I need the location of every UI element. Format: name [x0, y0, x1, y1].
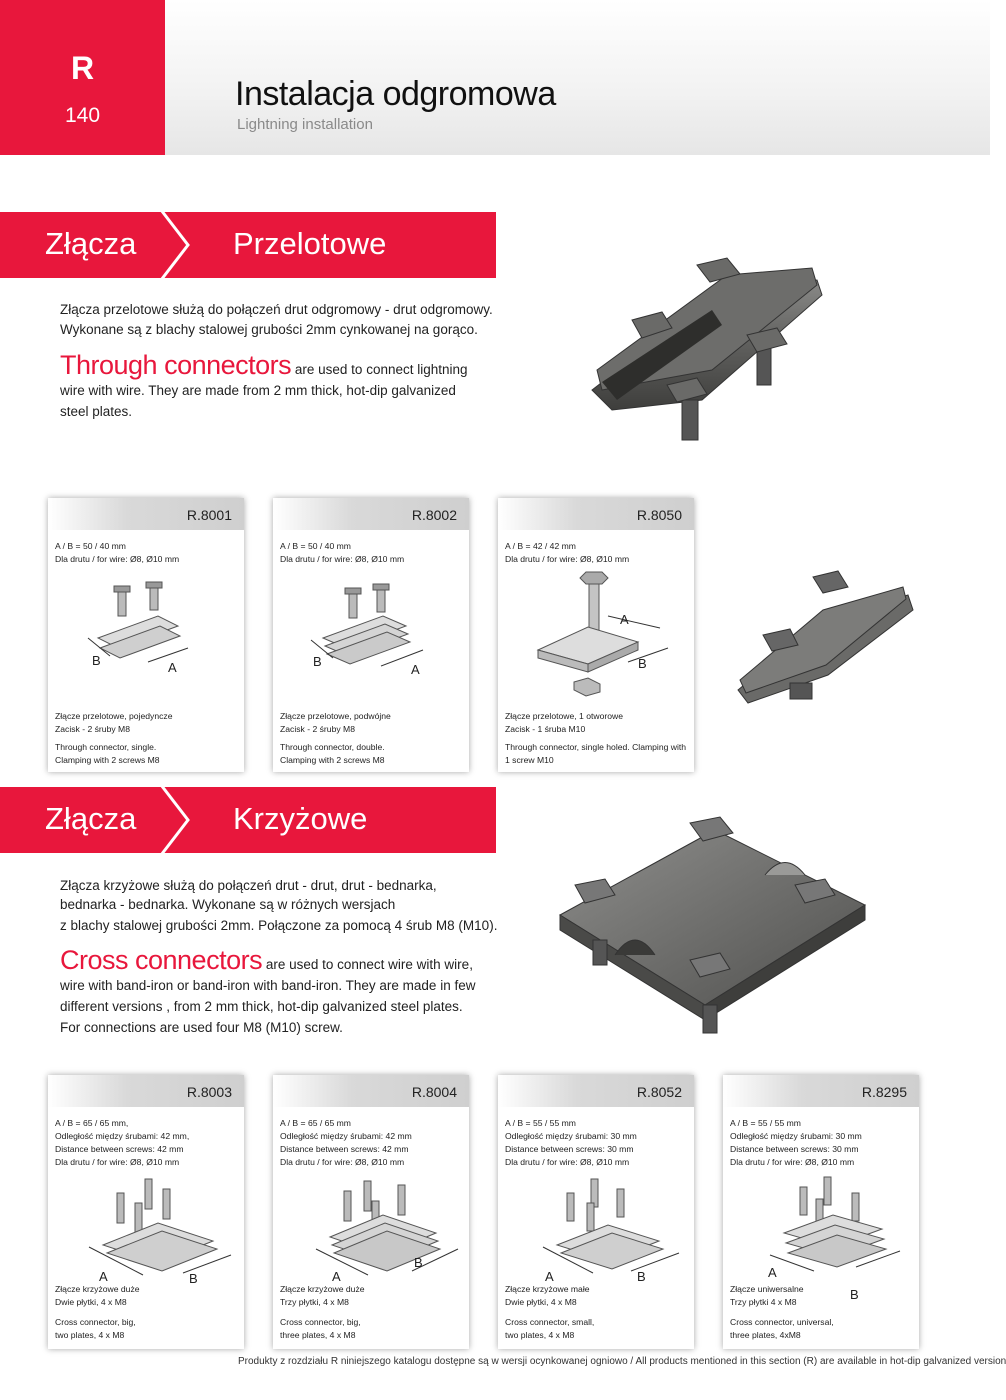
through-connector-photo — [572, 250, 842, 460]
desc-line: Zacisk - 2 śruby M8 — [280, 724, 355, 734]
footer-note: Produkty z rozdziału R niniejszego katalogu dostępne są w wersji ocynkowanej ogniowo / All products mentioned in this section (R) are available in hot-dip galvanized version — [238, 1356, 1006, 1367]
section-letter: R — [70, 50, 95, 86]
desc-line: three plates, 4xM8 — [730, 1330, 801, 1340]
desc-line: Zacisk - 1 śruba M10 — [505, 724, 586, 734]
product-card-r8004[interactable] — [273, 1075, 469, 1349]
product-card-r8052[interactable] — [498, 1075, 694, 1349]
dim-label-b: B — [189, 1271, 198, 1286]
dim-label-a: A — [168, 660, 177, 675]
spec-line: A / B = 55 / 55 mm — [505, 1118, 576, 1128]
product-specs — [505, 540, 691, 566]
product-specs — [280, 1117, 466, 1169]
technical-drawing — [308, 1175, 458, 1283]
desc-line: Dwie płytki, 4 x M8 — [55, 1297, 127, 1307]
section-band-cross — [0, 787, 496, 853]
section-label-left: Złącza — [45, 226, 137, 261]
dim-label-a: A — [620, 612, 629, 627]
product-code: R.8052 — [636, 1084, 682, 1100]
dim-label-a: A — [411, 662, 420, 677]
dim-label-b: B — [414, 1255, 423, 1270]
desc-line: Trzy płytki 4 x M8 — [730, 1297, 797, 1307]
product-desc-pl — [55, 1283, 241, 1309]
spec-line: Dla drutu / for wire: Ø8, Ø10 mm — [505, 1157, 630, 1167]
spec-line: A / B = 65 / 65 mm — [280, 1118, 351, 1128]
dim-label-a: A — [545, 1269, 554, 1284]
section1-en-highlight: Through connectors — [60, 350, 292, 380]
spec-line: A / B = 42 / 42 mm — [505, 541, 576, 551]
section-label-right: Przelotowe — [233, 226, 387, 261]
product-desc-pl — [505, 1283, 691, 1309]
dim-label-b: B — [637, 1269, 646, 1284]
spec-line: Dla drutu / for wire: Ø8, Ø10 mm — [505, 554, 630, 564]
technical-drawing — [88, 586, 218, 676]
dim-label-b: B — [92, 653, 101, 668]
desc-line: Dwie płytki, 4 x M8 — [505, 1297, 577, 1307]
desc-line: Złącze przelotowe, 1 otworowe — [505, 711, 623, 721]
desc-line: Through connector, single. — [55, 742, 157, 752]
product-desc-pl — [505, 710, 691, 736]
section1-en-text — [60, 350, 480, 422]
spec-line: Distance between screws: 42 mm — [55, 1144, 184, 1154]
desc-line: 1 screw M10 — [505, 755, 554, 765]
spec-line: A / B = 55 / 55 mm — [730, 1118, 801, 1128]
chevron-right-icon — [150, 204, 200, 286]
product-desc-en — [730, 1316, 916, 1342]
dim-label-a: A — [332, 1269, 341, 1284]
spec-line: Distance between screws: 30 mm — [730, 1144, 859, 1154]
spec-line: A / B = 50 / 40 mm — [55, 541, 126, 551]
page-number: 140 — [64, 104, 101, 127]
spec-line: Odległość między śrubami: 30 mm — [730, 1131, 862, 1141]
desc-line: Złącze krzyżowe małe — [505, 1284, 590, 1294]
desc-line: Złącze krzyżowe duże — [55, 1284, 140, 1294]
product-code: R.8050 — [636, 507, 682, 523]
desc-line: Złącze przelotowe, podwójne — [280, 711, 391, 721]
product-specs — [55, 540, 241, 566]
spec-line: Dla drutu / for wire: Ø8, Ø10 mm — [280, 1157, 405, 1167]
desc-line: Trzy płytki, 4 x M8 — [280, 1297, 349, 1307]
desc-line: Zacisk - 2 śruby M8 — [55, 724, 130, 734]
section2-pl-line3: z blachy stalowej grubości 2mm. Połączone za pomocą 4 śrub M8 (M10). — [60, 918, 498, 933]
product-desc-pl — [730, 1283, 916, 1309]
section1-en-rest: are used to connect lightning wire with wire. They are made from 2 mm thick, hot-dip galvanized steel plates. — [60, 362, 468, 419]
product-desc-en — [55, 741, 241, 767]
product-specs — [505, 1117, 691, 1169]
product-code: R.8001 — [186, 507, 232, 523]
dim-label-a: A — [768, 1265, 777, 1280]
product-desc-pl — [55, 710, 241, 736]
product-specs — [55, 1117, 241, 1169]
section2-pl-line1: Złącza krzyżowe służą do połączeń drut - drut, drut - bednarka, — [60, 878, 437, 893]
desc-line: Cross connector, universal, — [730, 1317, 834, 1327]
desc-line: three plates, 4 x M8 — [280, 1330, 356, 1340]
desc-line: Clamping with 2 screws M8 — [55, 755, 160, 765]
spec-line: Dla drutu / for wire: Ø8, Ø10 mm — [55, 554, 180, 564]
section-band-through — [0, 212, 496, 278]
product-specs — [730, 1117, 916, 1169]
section-label-right: Krzyżowe — [233, 801, 368, 836]
dim-label-b: B — [313, 654, 322, 669]
spec-line: Dla drutu / for wire: Ø8, Ø10 mm — [730, 1157, 855, 1167]
dim-label-b: B — [850, 1287, 859, 1302]
section1-pl-line2: Wykonane są z blachy stalowej grubości 2mm cynkowanej na gorąco. — [60, 322, 478, 337]
dim-label-b: B — [638, 656, 647, 671]
product-code: R.8002 — [411, 507, 457, 523]
product-code: R.8003 — [186, 1084, 232, 1100]
product-card-r8295[interactable] — [723, 1075, 919, 1349]
spec-line: Distance between screws: 30 mm — [505, 1144, 634, 1154]
desc-line: Złącze uniwersalne — [730, 1284, 804, 1294]
product-card-r8003[interactable] — [48, 1075, 244, 1349]
product-card-r8050[interactable] — [498, 498, 694, 772]
product-desc-pl — [280, 1283, 466, 1309]
spec-line: Dla drutu / for wire: Ø8, Ø10 mm — [55, 1157, 180, 1167]
product-desc-en — [55, 1316, 241, 1342]
section2-en-text — [60, 945, 485, 1038]
dim-label-a: A — [99, 1269, 108, 1284]
section2-en-rest: are used to connect wire with wire, wire with band-iron or band-iron with band-iron. They are made in few different versions , from 2 mm thick, hot-dip galvanized steel plates. For connections are used four M8 (M10) screw. — [60, 957, 476, 1035]
desc-line: Cross connector, small, — [505, 1317, 595, 1327]
section-label-left: Złącza — [45, 801, 137, 836]
spec-line: Odległość między śrubami: 30 mm — [505, 1131, 637, 1141]
cross-connector-photo — [555, 815, 875, 1045]
product-code: R.8295 — [861, 1084, 907, 1100]
product-desc-pl — [280, 710, 466, 736]
page-title: Instalacja odgromowa — [235, 75, 556, 113]
technical-drawing — [83, 1175, 233, 1286]
desc-line: Złącze krzyżowe duże — [280, 1284, 365, 1294]
product-desc-en — [280, 1316, 466, 1342]
spec-line: Dla drutu / for wire: Ø8, Ø10 mm — [280, 554, 405, 564]
product-specs — [280, 540, 466, 566]
desc-line: Cross connector, big, — [280, 1317, 361, 1327]
desc-line: Through connector, double. — [280, 742, 385, 752]
page-subtitle: Lightning installation — [237, 116, 373, 133]
technical-drawing — [311, 586, 446, 678]
product-card-r8002[interactable] — [273, 498, 469, 772]
desc-line: Cross connector, big, — [55, 1317, 136, 1327]
chevron-right-icon — [150, 779, 200, 861]
section2-en-highlight: Cross connectors — [60, 945, 263, 975]
product-code: R.8004 — [411, 1084, 457, 1100]
desc-line: Through connector, single holed. Clamping with — [505, 742, 687, 752]
spec-line: Distance between screws: 42 mm — [280, 1144, 409, 1154]
technical-drawing — [528, 572, 678, 702]
product-card-r8001[interactable] — [48, 498, 244, 772]
product-desc-en — [280, 741, 466, 767]
product-desc-en — [505, 1316, 691, 1342]
section1-pl-line1: Złącza przelotowe służą do połączeń drut odgromowy - drut odgromowy. — [60, 302, 493, 317]
section2-pl-line2: bednarka - bednarka. Wykonane są w różnych wersjach — [60, 897, 396, 912]
spec-line: Odległość między śrubami: 42 mm — [280, 1131, 412, 1141]
desc-line: two plates, 4 x M8 — [505, 1330, 575, 1340]
desc-line: two plates, 4 x M8 — [55, 1330, 125, 1340]
desc-line: Clamping with 2 screws M8 — [280, 755, 385, 765]
spec-line: Odległość między śrubami: 42 mm, — [55, 1131, 190, 1141]
section-tab — [0, 0, 165, 155]
spec-line: A / B = 50 / 40 mm — [280, 541, 351, 551]
product-desc-en — [505, 741, 691, 767]
spec-line: A / B = 65 / 65 mm, — [55, 1118, 129, 1128]
desc-line: Złącze przelotowe, pojedyncze — [55, 711, 173, 721]
technical-drawing — [533, 1175, 683, 1283]
single-hole-connector-photo — [728, 565, 918, 715]
